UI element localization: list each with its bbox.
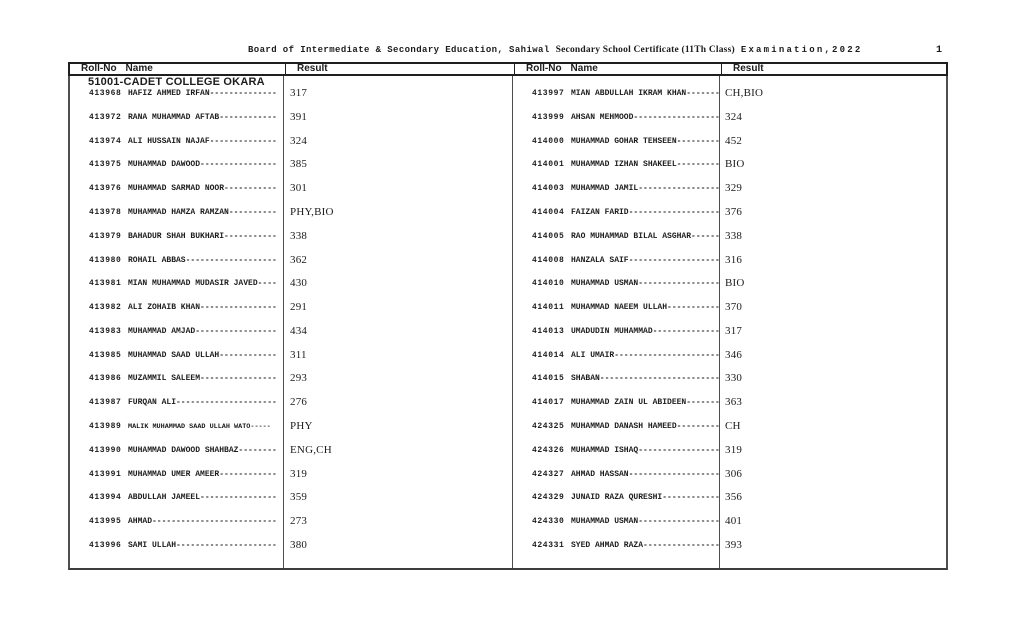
header-cell-right-result bbox=[721, 64, 950, 74]
result-cell: 401 bbox=[725, 515, 743, 528]
table-row bbox=[513, 182, 949, 196]
table-row bbox=[70, 325, 506, 339]
roll-no-cell: 413972 bbox=[89, 112, 122, 122]
result-cell: CH bbox=[725, 420, 741, 433]
name-cell: ALI HUSSAIN NAJAF-------------- bbox=[128, 136, 277, 146]
name-cell: MUHAMMAD HAMZA RAMZAN---------- bbox=[128, 207, 277, 217]
name-cell: RAO MUHAMMAD BILAL ASGHAR------ bbox=[571, 231, 720, 241]
result-cell: 338 bbox=[290, 229, 308, 242]
roll-no-cell: 424331 bbox=[532, 541, 565, 550]
name-cell: AHMAD HASSAN------------------- bbox=[571, 469, 720, 479]
table-row bbox=[70, 349, 506, 363]
table-row bbox=[70, 396, 506, 410]
roll-no-cell: 413968 bbox=[89, 89, 122, 98]
title-examination: Examination,2022 bbox=[740, 45, 863, 55]
table-row bbox=[70, 87, 506, 101]
result-cell: 356 bbox=[725, 491, 743, 504]
result-cell: 434 bbox=[290, 324, 308, 337]
table-row bbox=[70, 420, 506, 434]
table-body bbox=[68, 76, 948, 570]
name-cell: JUNAID RAZA QURESHI------------ bbox=[571, 493, 720, 503]
result-cell: 276 bbox=[290, 396, 308, 409]
table-row bbox=[513, 491, 949, 505]
roll-no-cell: 414017 bbox=[532, 398, 565, 408]
name-cell: SHABAN------------------------- bbox=[571, 374, 720, 384]
result-cell: 385 bbox=[290, 158, 308, 171]
roll-no-cell: 413986 bbox=[89, 374, 122, 384]
roll-no-cell: 414001 bbox=[532, 160, 565, 170]
roll-no-cell: 414005 bbox=[532, 231, 565, 241]
result-cell: 324 bbox=[290, 134, 308, 147]
result-cell: BIO bbox=[725, 277, 745, 290]
name-cell: MUHAMMAD AMJAD----------------- bbox=[128, 326, 277, 336]
name-cell: BAHADUR SHAH BUKHARI----------- bbox=[128, 231, 277, 241]
roll-no-cell: 413994 bbox=[89, 493, 122, 503]
table-row bbox=[70, 135, 506, 149]
result-cell: 363 bbox=[725, 396, 743, 409]
roll-no-cell: 414013 bbox=[532, 326, 565, 336]
name-cell: SYED AHMAD RAZA---------------- bbox=[571, 541, 720, 550]
result-cell: 430 bbox=[290, 277, 308, 290]
name-cell: RANA MUHAMMAD AFTAB------------ bbox=[128, 112, 277, 122]
result-cell: 311 bbox=[290, 348, 307, 361]
name-cell: MUZAMMIL SALEEM---------------- bbox=[128, 374, 277, 384]
name-cell: FURQAN ALI--------------------- bbox=[128, 398, 277, 408]
table-row bbox=[70, 468, 506, 482]
name-cell: ROHAIL ABBAS------------------- bbox=[128, 255, 277, 265]
roll-no-cell: 413987 bbox=[89, 398, 122, 408]
table-row bbox=[513, 372, 949, 386]
table-row bbox=[513, 349, 949, 363]
result-cell: ENG,CH bbox=[290, 443, 332, 456]
col-header-name: Name bbox=[125, 63, 153, 74]
roll-no-cell: 413975 bbox=[89, 160, 122, 170]
name-cell: MUHAMMAD SAAD ULLAH------------ bbox=[128, 350, 277, 360]
table-row bbox=[513, 230, 949, 244]
table-row bbox=[70, 111, 506, 125]
table-row bbox=[513, 111, 949, 125]
name-cell: MUHAMMAD ZAIN UL ABIDEEN------- bbox=[571, 398, 720, 408]
result-cell: 273 bbox=[290, 515, 308, 528]
result-cell: 370 bbox=[725, 301, 743, 314]
name-cell: MUHAMMAD USMAN----------------- bbox=[571, 517, 720, 527]
result-cell: 393 bbox=[725, 539, 743, 551]
table-row bbox=[70, 372, 506, 386]
col-header-result: Result bbox=[733, 63, 764, 74]
name-cell: MUHAMMAD DANASH HAMEED--------- bbox=[571, 422, 720, 432]
result-cell: 317 bbox=[725, 324, 743, 337]
result-cell: 317 bbox=[290, 87, 308, 99]
roll-no-cell: 414015 bbox=[532, 374, 565, 384]
roll-no-cell: 424329 bbox=[532, 493, 565, 503]
name-cell: MUHAMMAD UMER AMEER------------ bbox=[128, 469, 277, 479]
roll-no-cell: 424330 bbox=[532, 517, 565, 527]
table-row bbox=[70, 158, 506, 172]
name-cell: SAMI ULLAH--------------------- bbox=[128, 541, 277, 550]
name-cell: MUHAMMAD JAMIL----------------- bbox=[571, 184, 720, 194]
table-row bbox=[70, 206, 506, 220]
result-cell: PHY bbox=[290, 420, 313, 433]
table-row bbox=[513, 468, 949, 482]
name-cell: MUHAMMAD SARMAD NOOR----------- bbox=[128, 184, 277, 194]
result-cell: 452 bbox=[725, 134, 743, 147]
result-cell: 316 bbox=[725, 253, 743, 266]
roll-no-cell: 413999 bbox=[532, 112, 565, 122]
roll-no-cell: 413990 bbox=[89, 445, 122, 455]
name-cell: MALIK MUHAMMAD SAAD ULLAH WATO----- bbox=[128, 423, 271, 432]
title-certificate: Secondary School Certificate (11Th Class) bbox=[555, 45, 735, 55]
result-cell: 324 bbox=[725, 110, 743, 123]
name-cell: ALI UMAIR---------------------- bbox=[571, 350, 720, 360]
result-cell: 291 bbox=[290, 301, 308, 314]
roll-no-cell: 413985 bbox=[89, 350, 122, 360]
name-cell: HAFIZ AHMED IRFAN-------------- bbox=[128, 89, 277, 98]
name-cell: MUHAMMAD IZHAN SHAKEEL--------- bbox=[571, 160, 720, 170]
table-row bbox=[513, 420, 949, 434]
table-row bbox=[513, 87, 949, 101]
result-cell: 376 bbox=[725, 205, 743, 218]
header-cell-right bbox=[514, 64, 721, 74]
roll-no-cell: 414011 bbox=[532, 303, 565, 313]
roll-no-cell: 413991 bbox=[89, 469, 122, 479]
table-row bbox=[513, 135, 949, 149]
result-cell: 380 bbox=[290, 539, 308, 551]
roll-no-cell: 413979 bbox=[89, 231, 122, 241]
table-row bbox=[70, 491, 506, 505]
roll-no-cell: 413980 bbox=[89, 255, 122, 265]
result-cell: 391 bbox=[290, 110, 308, 123]
institution-group-header: 51001-CADET COLLEGE OKARA bbox=[88, 76, 265, 88]
name-cell: FAIZAN FARID------------------- bbox=[571, 207, 720, 217]
col-header-name: Name bbox=[570, 63, 598, 74]
name-cell: AHMAD-------------------------- bbox=[128, 517, 277, 527]
table-row bbox=[513, 301, 949, 315]
table-row bbox=[513, 539, 949, 553]
roll-no-cell: 414000 bbox=[532, 136, 565, 146]
result-cell: 329 bbox=[725, 182, 743, 195]
table-row bbox=[70, 539, 506, 553]
result-cell: 338 bbox=[725, 229, 743, 242]
result-cell: 346 bbox=[725, 348, 743, 361]
header-cell-left-result bbox=[285, 64, 514, 74]
result-cell: 319 bbox=[290, 467, 308, 480]
result-cell: 359 bbox=[290, 491, 308, 504]
result-cell: 319 bbox=[725, 443, 743, 456]
table-row bbox=[70, 277, 506, 291]
name-cell: MUHAMMAD GOHAR TEHSEEN--------- bbox=[571, 136, 720, 146]
results-table bbox=[68, 62, 948, 570]
name-cell: MUHAMMAD NAEEM ULLAH----------- bbox=[571, 303, 720, 313]
roll-no-cell: 424327 bbox=[532, 469, 565, 479]
name-cell: MUHAMMAD USMAN----------------- bbox=[571, 279, 720, 289]
table-row bbox=[70, 444, 506, 458]
roll-no-cell: 413981 bbox=[89, 279, 122, 289]
table-row bbox=[513, 396, 949, 410]
roll-no-cell: 413989 bbox=[89, 422, 122, 432]
table-row bbox=[70, 254, 506, 268]
table-row bbox=[513, 444, 949, 458]
roll-no-cell: 414004 bbox=[532, 207, 565, 217]
roll-no-cell: 413997 bbox=[532, 89, 565, 98]
name-cell: ALI ZOHAIB KHAN---------------- bbox=[128, 303, 277, 313]
name-cell: MIAN ABDULLAH IKRAM KHAN------- bbox=[571, 89, 720, 98]
table-row bbox=[513, 254, 949, 268]
result-cell: CH,BIO bbox=[725, 87, 764, 99]
page-number: 1 bbox=[936, 45, 943, 56]
result-cell: 362 bbox=[290, 253, 308, 266]
roll-no-cell: 414014 bbox=[532, 350, 565, 360]
roll-no-cell: 413982 bbox=[89, 303, 122, 313]
roll-no-cell: 413995 bbox=[89, 517, 122, 527]
table-row bbox=[70, 515, 506, 529]
table-row bbox=[513, 206, 949, 220]
table-row bbox=[70, 301, 506, 315]
name-cell: UMADUDIN MUHAMMAD-------------- bbox=[571, 326, 720, 336]
roll-no-cell: 413976 bbox=[89, 184, 122, 194]
header-cell-left bbox=[70, 64, 285, 74]
name-cell: MUHAMMAD ISHAQ----------------- bbox=[571, 445, 720, 455]
page-title bbox=[248, 45, 862, 55]
roll-no-cell: 424325 bbox=[532, 422, 565, 432]
col-header-roll-no: Roll-No bbox=[81, 63, 117, 74]
table-header-row bbox=[68, 62, 948, 76]
roll-no-cell: 414003 bbox=[532, 184, 565, 194]
table-row bbox=[70, 182, 506, 196]
result-cell: 306 bbox=[725, 467, 743, 480]
roll-no-cell: 413978 bbox=[89, 207, 122, 217]
result-cell: 301 bbox=[290, 182, 308, 195]
table-row bbox=[70, 230, 506, 244]
result-cell: 330 bbox=[725, 372, 743, 385]
name-cell: MIAN MUHAMMAD MUDASIR JAVED---- bbox=[128, 279, 277, 289]
roll-no-cell: 424326 bbox=[532, 445, 565, 455]
name-cell: AHSAN MEHMOOD------------------ bbox=[571, 112, 720, 122]
table-row bbox=[513, 158, 949, 172]
table-row bbox=[513, 325, 949, 339]
name-cell: HANZALA SAIF------------------- bbox=[571, 255, 720, 265]
name-cell: ABDULLAH JAMEEL---------------- bbox=[128, 493, 277, 503]
col-header-roll-no: Roll-No bbox=[526, 63, 562, 74]
result-cell: BIO bbox=[725, 158, 745, 171]
table-row bbox=[513, 277, 949, 291]
result-cell: 293 bbox=[290, 372, 308, 385]
table-row bbox=[513, 515, 949, 529]
roll-no-cell: 414010 bbox=[532, 279, 565, 289]
title-board-name: Board of Intermediate & Secondary Education, Sahiwal bbox=[248, 45, 550, 55]
name-cell: MUHAMMAD DAWOOD SHAHBAZ-------- bbox=[128, 445, 277, 455]
roll-no-cell: 413983 bbox=[89, 326, 122, 336]
col-header-result: Result bbox=[297, 63, 328, 74]
name-cell: MUHAMMAD DAWOOD---------------- bbox=[128, 160, 277, 170]
roll-no-cell: 414008 bbox=[532, 255, 565, 265]
result-cell: PHY,BIO bbox=[290, 205, 334, 218]
roll-no-cell: 413996 bbox=[89, 541, 122, 550]
roll-no-cell: 413974 bbox=[89, 136, 122, 146]
